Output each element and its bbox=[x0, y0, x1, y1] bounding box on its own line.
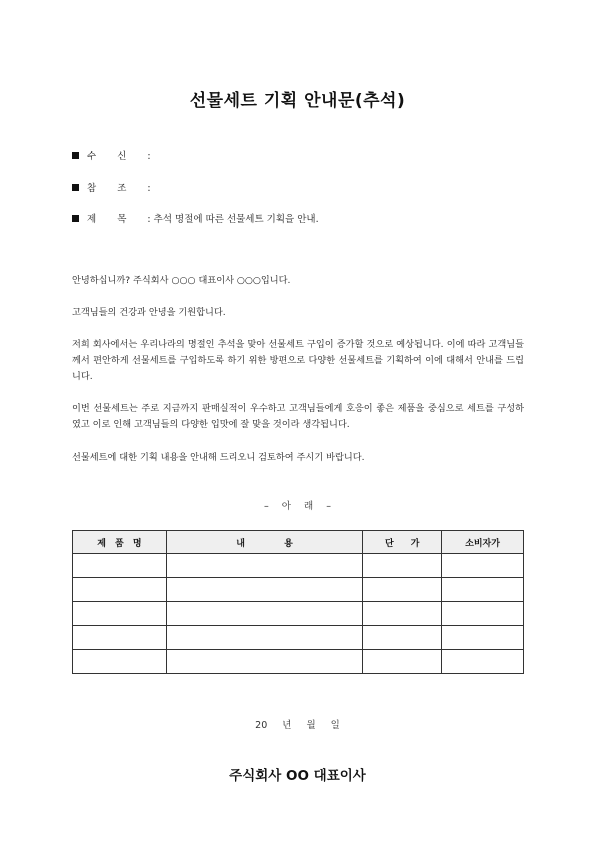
signature: 주식회사 OO 대표이사 bbox=[229, 768, 366, 784]
document-title: 선물세트 기획 안내문(추석) bbox=[189, 91, 406, 111]
product-table bbox=[72, 530, 524, 674]
paragraph-composition: 이번 선물세트는 주로 지금까지 판매실적이 우수하고 고객님들에게 호응이 좋은 제품을 중심으로 세트를 구성하였고 이로 인해 고객님들의 다양한 입맛에 잘 맞을 것이라 생각됩니다. bbox=[72, 403, 524, 430]
table-header-unit-price: 단 가 bbox=[363, 531, 442, 554]
table-row bbox=[73, 626, 524, 650]
table-cell[interactable] bbox=[166, 602, 363, 626]
meta-subject-value: 추석 명절에 따른 선물세트 기획을 안내. bbox=[153, 214, 319, 225]
table-header-content: 내 용 bbox=[166, 531, 363, 554]
table-cell[interactable] bbox=[442, 626, 524, 650]
table-cell[interactable] bbox=[363, 650, 442, 674]
table-cell[interactable] bbox=[363, 578, 442, 602]
table-cell[interactable] bbox=[73, 578, 167, 602]
meta-subject bbox=[72, 211, 319, 225]
table-cell[interactable] bbox=[166, 650, 363, 674]
table-cell[interactable] bbox=[166, 626, 363, 650]
meta-reference-label: 참 조 : bbox=[87, 183, 151, 194]
meta-reference bbox=[72, 180, 151, 194]
table-header-row bbox=[73, 531, 524, 554]
table-cell[interactable] bbox=[363, 554, 442, 578]
paragraph-greeting: 안녕하십니까? 주식회사 ○○○ 대표이사 ○○○입니다. bbox=[72, 275, 291, 286]
meta-subject-label: 제 목 : bbox=[87, 214, 151, 225]
table-cell[interactable] bbox=[73, 650, 167, 674]
table-cell[interactable] bbox=[442, 578, 524, 602]
table-cell[interactable] bbox=[442, 554, 524, 578]
table-cell[interactable] bbox=[73, 602, 167, 626]
date-line: 20 년 월 일 bbox=[255, 720, 340, 731]
paragraph-wish: 고객님들의 건강과 안녕을 기원합니다. bbox=[72, 307, 226, 318]
below-marker: – 아 래 – bbox=[264, 501, 331, 512]
table-cell[interactable] bbox=[73, 626, 167, 650]
meta-recipient-label: 수 신 : bbox=[87, 151, 151, 162]
table-row bbox=[73, 554, 524, 578]
table-cell[interactable] bbox=[363, 626, 442, 650]
table-row bbox=[73, 602, 524, 626]
table-cell[interactable] bbox=[442, 602, 524, 626]
table-cell[interactable] bbox=[166, 578, 363, 602]
bullet-square-icon bbox=[72, 152, 79, 159]
table-row bbox=[73, 578, 524, 602]
bullet-square-icon bbox=[72, 215, 79, 222]
meta-recipient bbox=[72, 148, 151, 162]
table-cell[interactable] bbox=[73, 554, 167, 578]
paragraph-intro: 저희 회사에서는 우리나라의 명절인 추석을 맞아 선물세트 구입이 증가할 것으로 예상됩니다. 이에 따라 고객님들께서 편안하게 선물세트를 구입하도록 하기 위한 방편으로 다양한 선물세트를 기획하여 이에 대해서 안내를 드립니다. bbox=[72, 339, 524, 382]
paragraph-request: 선물세트에 대한 기획 내용을 안내해 드리오니 검토하여 주시기 바랍니다. bbox=[72, 452, 365, 463]
table-header-product-name: 제 품 명 bbox=[73, 531, 167, 554]
table-header-retail-price: 소비자가 bbox=[442, 531, 524, 554]
bullet-square-icon bbox=[72, 184, 79, 191]
table-row bbox=[73, 650, 524, 674]
table-cell[interactable] bbox=[442, 650, 524, 674]
table-cell[interactable] bbox=[166, 554, 363, 578]
table-cell[interactable] bbox=[363, 602, 442, 626]
